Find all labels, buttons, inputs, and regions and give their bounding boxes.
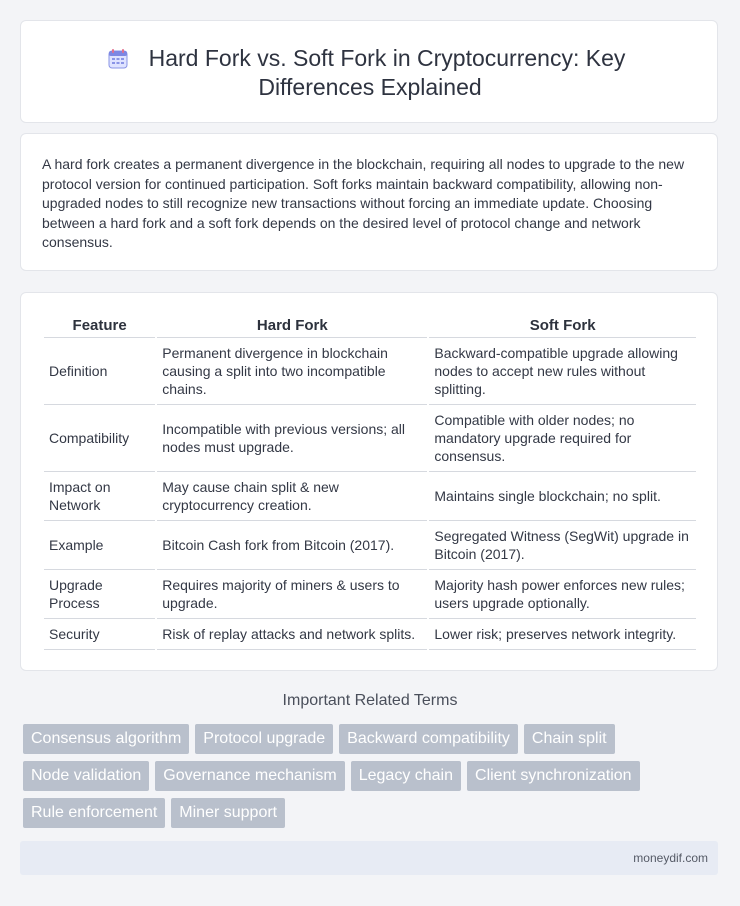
page-title-line-2: Differences Explained	[258, 74, 482, 100]
related-term-tag[interactable]: Legacy chain	[351, 761, 461, 791]
related-term-tag[interactable]: Miner support	[171, 798, 285, 828]
row-soft-fork: Majority hash power enforces new rules; users upgrade optionally.	[429, 570, 696, 619]
row-feature: Definition	[44, 338, 155, 405]
row-hard-fork: Risk of replay attacks and network splits.	[157, 619, 427, 650]
row-hard-fork: Permanent divergence in blockchain causing a split into two incompatible chains.	[157, 338, 427, 405]
header-soft-fork: Soft Fork	[429, 312, 696, 338]
table-row	[44, 570, 696, 619]
page-title-line-1: Hard Fork vs. Soft Fork in Cryptocurrency: Key	[148, 45, 626, 71]
row-soft-fork: Lower risk; preserves network integrity.	[429, 619, 696, 650]
comparison-card	[20, 292, 718, 671]
table-row	[44, 472, 696, 521]
related-terms-title: Important Related Terms	[282, 692, 458, 709]
row-hard-fork: Bitcoin Cash fork from Bitcoin (2017).	[157, 521, 427, 570]
table-row	[44, 405, 696, 472]
header-hard-fork: Hard Fork	[157, 312, 427, 338]
footer	[20, 841, 718, 875]
row-feature: Upgrade Process	[44, 570, 155, 619]
page-title	[0, 44, 740, 102]
related-terms-list	[23, 724, 703, 828]
related-term-tag[interactable]: Consensus algorithm	[23, 724, 189, 754]
row-feature: Security	[44, 619, 155, 650]
related-term-tag[interactable]: Chain split	[524, 724, 615, 754]
row-hard-fork: Requires majority of miners & users to upgrade.	[157, 570, 427, 619]
row-feature: Impact on Network	[44, 472, 155, 521]
header-feature: Feature	[44, 312, 155, 338]
table-row	[44, 338, 696, 405]
row-feature: Example	[44, 521, 155, 570]
table-header-row	[44, 312, 696, 338]
row-soft-fork: Backward-compatible upgrade allowing nodes to accept new rules without splitting.	[429, 338, 696, 405]
related-term-tag[interactable]: Node validation	[23, 761, 149, 791]
related-term-tag[interactable]: Client synchronization	[467, 761, 640, 791]
table-row	[44, 619, 696, 650]
footer-site-link[interactable]: moneydif.com	[633, 851, 708, 865]
row-feature: Compatibility	[44, 405, 155, 472]
related-term-tag[interactable]: Governance mechanism	[155, 761, 344, 791]
related-term-tag[interactable]: Protocol upgrade	[195, 724, 333, 754]
row-soft-fork: Compatible with older nodes; no mandatory upgrade required for consensus.	[429, 405, 696, 472]
row-soft-fork: Segregated Witness (SegWit) upgrade in Bitcoin (2017).	[429, 521, 696, 570]
related-term-tag[interactable]: Backward compatibility	[339, 724, 518, 754]
intro-text: A hard fork creates a permanent divergence in the blockchain, requiring all nodes to upgrade to the new protocol version for continued participation. Soft forks maintain backward compatibility, allowing non-upgraded nodes to still recognize new transactions without forcing an immediate update. Choosing between a hard fork and a soft fork depends on the desired level of protocol change and network consensus.	[42, 156, 685, 251]
related-term-tag[interactable]: Rule enforcement	[23, 798, 165, 828]
table-row	[44, 521, 696, 570]
row-hard-fork: May cause chain split & new cryptocurrency creation.	[157, 472, 427, 521]
row-hard-fork: Incompatible with previous versions; all nodes must upgrade.	[157, 405, 427, 472]
row-soft-fork: Maintains single blockchain; no split.	[429, 472, 696, 521]
intro-card	[20, 133, 718, 271]
comparison-table	[42, 312, 698, 650]
